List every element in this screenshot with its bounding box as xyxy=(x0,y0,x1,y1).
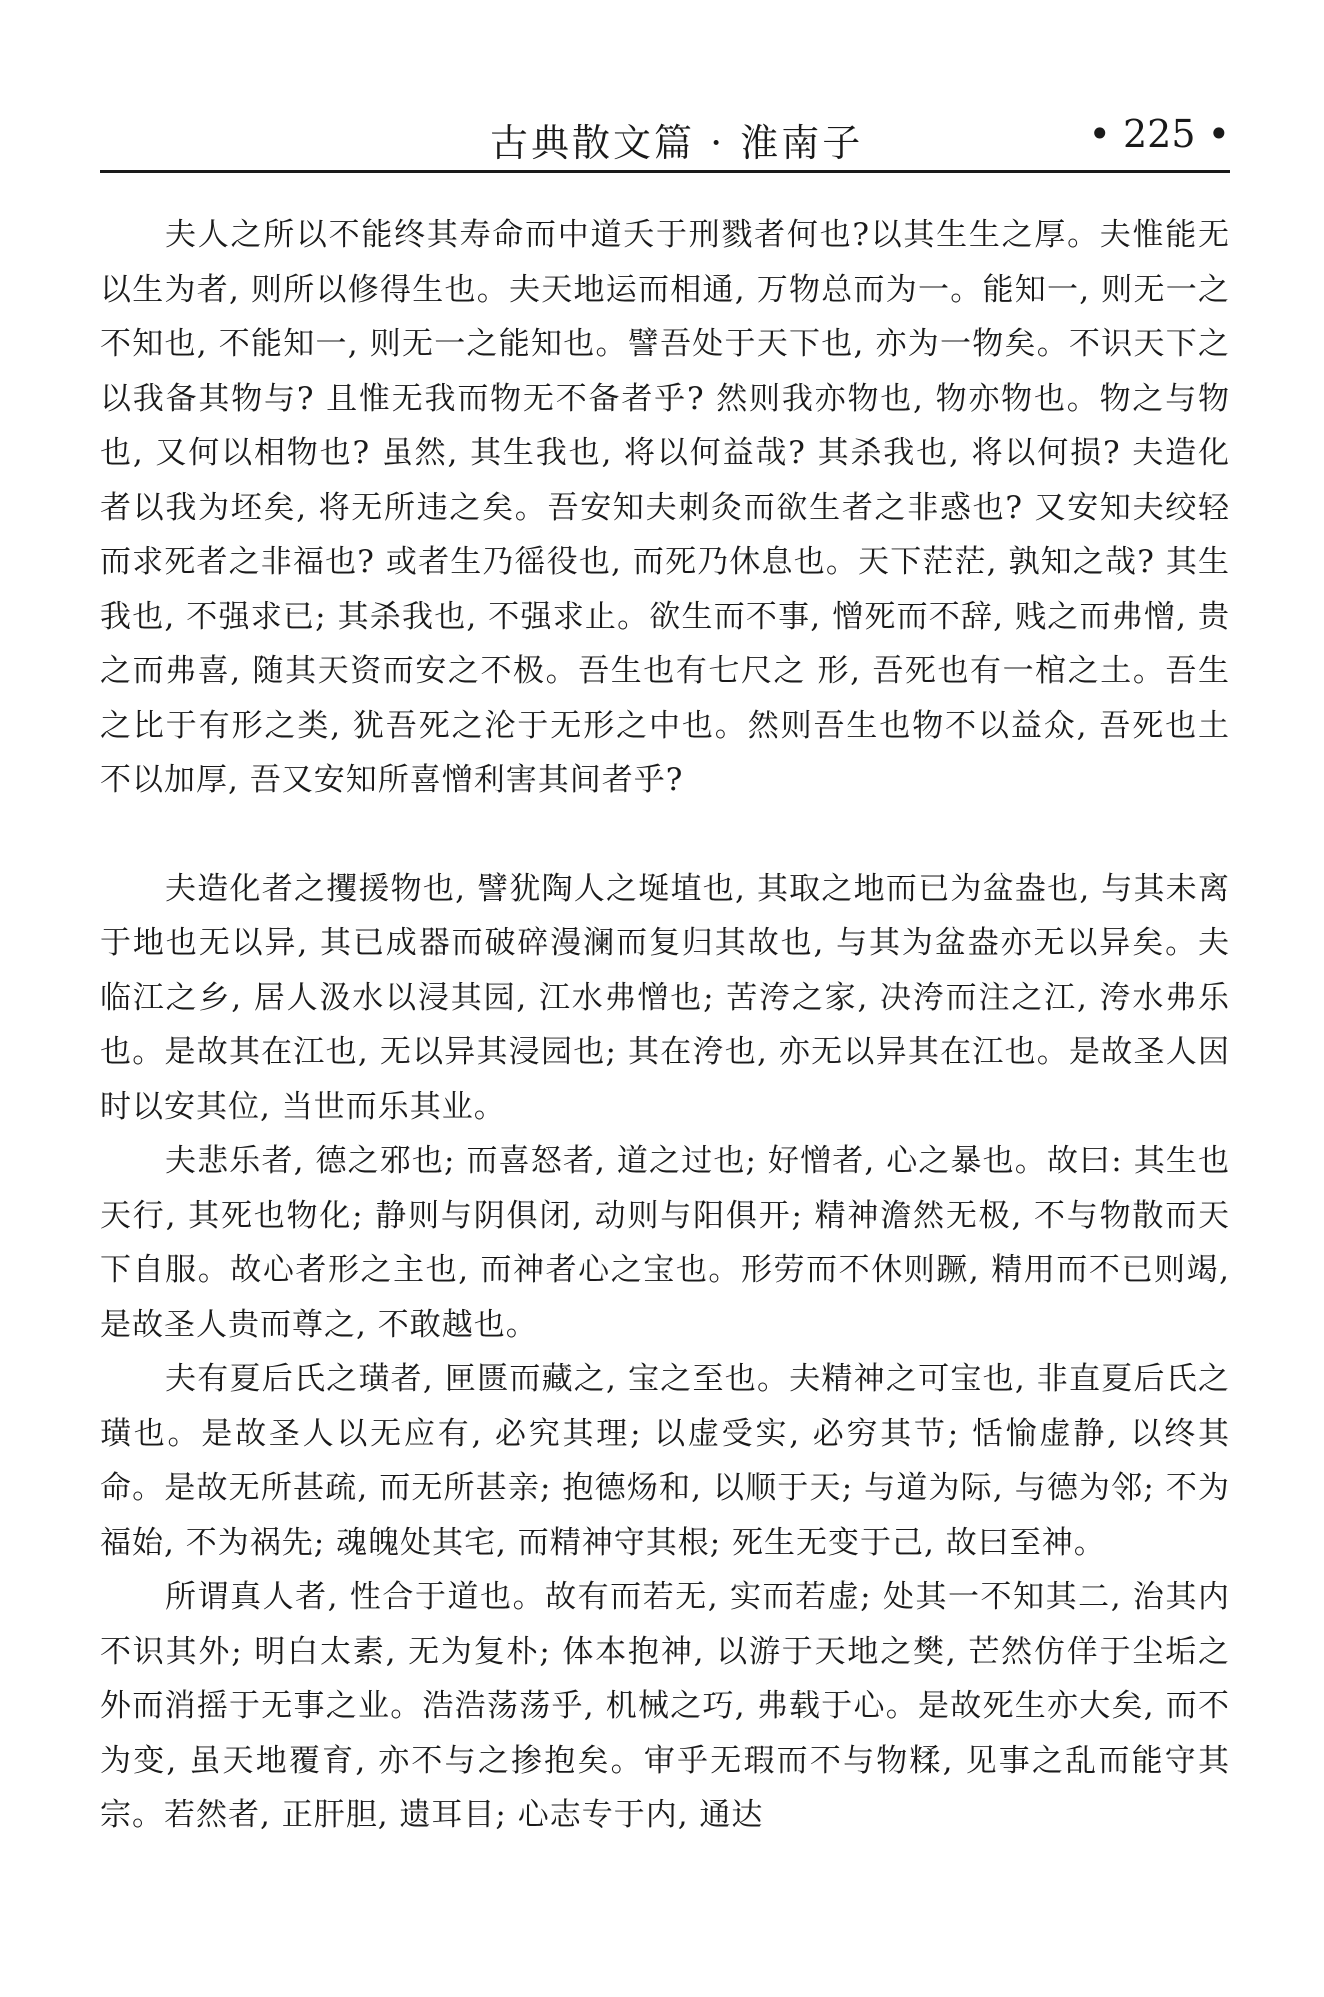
header-title: 古典散文篇 · 淮南子 xyxy=(490,121,864,165)
paragraph-5: 所谓真人者, 性合于道也。故有而若无, 实而若虚; 处其一不知其二, 治其内不识其外; 明白太素, 无为复朴; 体本抱神, 以游于天地之樊, 芒然仿佯于尘垢之外而消摇于无事之业。浩浩荡荡乎, 机械之巧, 弗载于心。是故死生亦大矣, 而不为变, 虽天地覆育, 亦不与之掺抱矣。审乎无瑕而不与物糅, 见事之乱而能守其宗。若然者, 正肝胆, 遗耳目; 心志专于内, 通达 xyxy=(100,1579,1230,1833)
paragraph-3: 夫悲乐者, 德之邪也; 而喜怒者, 道之过也; 好憎者, 心之暴也。故曰: 其生也天行, 其死也物化; 静则与阴俱闭, 动则与阳俱开; 精神澹然无极, 不与物散而天下自服。故心者形之主也, 而神者心之宝也。形劳而不休则蹶, 精用而不已则竭, 是故圣人贵而尊之, 不敢越也。 xyxy=(100,1143,1230,1343)
header-rule xyxy=(100,170,1230,173)
running-header xyxy=(100,100,1230,165)
page-number: • 225 • xyxy=(1088,112,1230,156)
paragraph-1: 夫人之所以不能终其寿命而中道夭于刑戮者何也?以其生生之厚。夫惟能无以生为者, 则所以修得生也。夫天地运而相通, 万物总而为一。能知一, 则无一之不知也, 不能知一, 则无一之能知也。譬吾处于天下也, 亦为一物矣。不识天下之以我备其物与? 且惟无我而物无不备者乎? 然则我亦物也, 物亦物也。物之与物也, 又何以相物也? 虽然, 其生我也, 将以何益哉? 其杀我也, 将以何损? 夫造化者以我为坯矣, 将无所违之矣。吾安知夫刺灸而欲生者之非惑也? 又安知夫绞轻而求死者之非福也? 或者生乃徭役也, 而死乃休息也。天下茫茫, 孰知之哉? 其生我也, 不强求已; 其杀我也, 不强求止。欲生而不事, 憎死而不辞, 贱之而弗憎, 贵之而弗喜, 随其天资而安之不极。吾生也有七尺之 形, 吾死也有一棺之土。吾生之比于有形之类, 犹吾死之沦于无形之中也。然则吾生也物不以益众, 吾死也土不以加厚, 吾又安知所喜憎利害其间者乎? xyxy=(100,217,1230,798)
paragraph-4: 夫有夏后氏之璜者, 匣匮而藏之, 宝之至也。夫精神之可宝也, 非直夏后氏之璜也。是故圣人以无应有, 必究其理; 以虚受实, 必穷其节; 恬愉虚静, 以终其命。是故无所甚疏, 而无所甚亲; 抱德炀和, 以顺于天; 与道为际, 与德为邻; 不为福始, 不为祸先; 魂魄处其宅, 而精神守其根; 死生无变于己, 故曰至神。 xyxy=(100,1361,1231,1561)
body-text xyxy=(100,208,1230,1843)
paragraph-2: 夫造化者之攫援物也, 譬犹陶人之埏埴也, 其取之地而已为盆盎也, 与其未离于地也无以异, 其已成器而破碎漫澜而复归其故也, 与其为盆盎亦无以异矣。夫临江之乡, 居人汲水以浸其园, 江水弗憎也; 苦洿之家, 决洿而注之江, 洿水弗乐也。是故其在江也, 无以异其浸园也; 其在洿也, 亦无以异其在江也。是故圣人因时以安其位, 当世而乐其业。 xyxy=(100,870,1230,1125)
